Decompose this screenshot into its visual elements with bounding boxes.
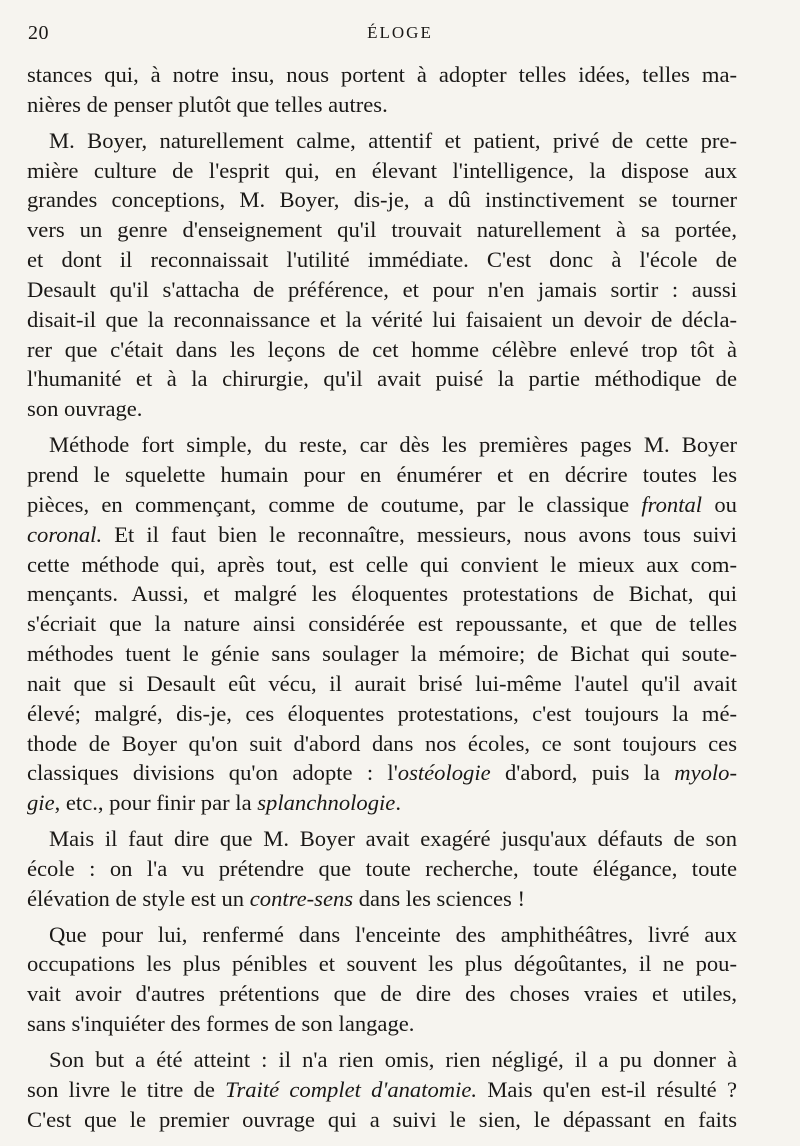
text-run: Et il faut bien le reconnaître, messieurs, nous avons tous suivi: [102, 521, 737, 547]
text-line: [27, 460, 737, 490]
text-line: [27, 430, 737, 460]
text-run: élevé; malgré, dis-je, ces éloquentes protestations, c'est toujours la mé-: [27, 700, 737, 726]
text-line: [27, 245, 737, 275]
text-run: Mais il faut dire que M. Boyer avait exagéré jusqu'aux défauts de son: [49, 826, 737, 852]
text-run: dans les sciences !: [353, 885, 525, 911]
text-run: occupations les plus pénibles et souvent les plus dégoûtantes, il ne pou-: [27, 951, 737, 977]
text-line: [27, 335, 737, 365]
text-run: Mais qu'en est-il résulté ?: [477, 1076, 737, 1102]
text-run: pièces, en commençant, comme de coutume, par le classique: [27, 491, 642, 517]
paragraph: [27, 1045, 737, 1135]
text-run: Méthode fort simple, du reste, car dès les premières pages M. Boyer: [49, 432, 737, 458]
text-run: nières de penser plutôt que telles autres.: [27, 91, 388, 117]
italic-term: gie: [27, 790, 55, 816]
text-run: Que pour lui, renfermé dans l'enceinte des amphithéâtres, livré aux: [49, 921, 737, 947]
running-title: ÉLOGE: [367, 23, 433, 42]
text-line: [27, 490, 737, 520]
text-run: M. Boyer, naturellement calme, attentif et patient, privé de cette pre-: [49, 127, 737, 153]
paragraph: [27, 824, 737, 914]
text-line: [27, 758, 737, 788]
text-run: et dont il reconnaissait l'utilité immédiate. C'est donc à l'école de: [27, 247, 737, 273]
italic-term: coronal.: [27, 521, 103, 547]
text-run: disait-il que la reconnaissance et la vérité lui faisaient un devoir de décla-: [27, 306, 737, 332]
text-run: Son but a été atteint : il n'a rien omis, rien négligé, il a pu donner à: [49, 1047, 737, 1072]
text-line: [27, 699, 737, 729]
text-line: [27, 729, 737, 759]
text-line: [27, 824, 737, 854]
paragraph: [27, 60, 737, 120]
italic-term: frontal: [641, 491, 703, 517]
text-line: [27, 305, 737, 335]
text-run: son livre le titre de: [27, 1076, 226, 1102]
text-line: [27, 788, 737, 818]
paragraph: [27, 126, 737, 424]
text-run: méthodes tuent le génie sans soulager la mémoire; de Bichat qui soute-: [27, 641, 737, 667]
text-run: C'est que le premier ouvrage qui a suivi le sien, le dépassant en faits: [27, 1106, 737, 1132]
text-run: Desault qu'il s'attacha de préférence, et pour n'en jamais sortir : aussi: [27, 276, 737, 302]
text-run: son ouvrage.: [27, 396, 143, 422]
text-run: nait que si Desault eût vécu, il aurait brisé lui-même l'autel qu'il avait: [27, 670, 737, 696]
text-line: [27, 609, 737, 639]
text-run: d'abord, puis la: [490, 760, 675, 786]
text-run: s'écriait que la nature ainsi considérée est repoussante, et que de telles: [27, 611, 737, 637]
italic-term: contre-sens: [249, 885, 354, 911]
text-run: sans s'inquiéter des formes de son langage.: [27, 1011, 415, 1037]
text-line: [27, 1105, 737, 1135]
text-line: [27, 60, 737, 90]
text-run: mençants. Aussi, et malgré les éloquentes protestations de Bichat, qui: [27, 581, 737, 607]
text-line: [27, 275, 737, 305]
text-run: l'humanité et à la chirurgie, qu'il avait puisé la partie méthodique de: [27, 366, 737, 392]
text-line: [27, 156, 737, 186]
italic-term: splanchnologie: [257, 790, 396, 816]
text-run: élévation de style est un: [27, 885, 250, 911]
text-line: [27, 90, 737, 120]
body-text: [27, 60, 737, 1135]
text-line: [27, 669, 737, 699]
text-run: vers un genre d'enseignement qu'il trouvait naturellement à sa portée,: [27, 217, 737, 243]
italic-term: myolo-: [674, 760, 737, 786]
text-line: [27, 520, 737, 550]
text-run: grandes conceptions, M. Boyer, dis-je, a dû instinctivement se tourner: [27, 187, 737, 213]
italic-term: ostéologie: [397, 760, 491, 786]
text-line: [27, 550, 737, 580]
text-line: [27, 949, 737, 979]
text-line: [27, 364, 737, 394]
text-run: vait avoir d'autres prétentions que de dire des choses vraies et utiles,: [27, 981, 737, 1007]
text-line: [27, 126, 737, 156]
text-run: école : on l'a vu prétendre que toute recherche, toute élégance, toute: [27, 855, 737, 881]
text-line: [27, 1075, 737, 1105]
text-run: , etc., pour finir par la: [54, 790, 258, 816]
text-run: rer que c'était dans les leçons de cet homme célèbre enlevé trop tôt à: [27, 336, 737, 362]
text-run: ou: [702, 491, 737, 517]
text-line: [27, 579, 737, 609]
text-line: [27, 979, 737, 1009]
text-line: [27, 884, 737, 914]
text-line: [27, 920, 737, 950]
italic-term: Traité complet d'anatomie.: [225, 1076, 478, 1102]
text-run: prend le squelette humain pour en énumérer et en décrire toutes les: [27, 461, 737, 487]
text-line: [27, 185, 737, 215]
text-line: [27, 215, 737, 245]
text-line: [27, 639, 737, 669]
text-run: mière culture de l'esprit qui, en élevant l'intelligence, la dispose aux: [27, 157, 737, 183]
text-run: cette méthode qui, après tout, est celle qui convient le mieux aux com-: [27, 551, 737, 577]
page-number: 20: [28, 22, 49, 44]
page-header: [26, 22, 774, 50]
text-line: [27, 1045, 737, 1075]
paragraph: [27, 920, 737, 1039]
text-line: [27, 854, 737, 884]
text-run: stances qui, à notre insu, nous portent à adopter telles idées, telles ma-: [27, 62, 737, 87]
text-run: classiques divisions qu'on adopte : l': [27, 760, 398, 786]
text-run: thode de Boyer qu'on suit d'abord dans nos écoles, ce sont toujours ces: [27, 730, 737, 756]
paragraph: [27, 430, 737, 818]
text-run: .: [395, 790, 401, 816]
text-line: [27, 394, 737, 424]
text-line: [27, 1009, 737, 1039]
